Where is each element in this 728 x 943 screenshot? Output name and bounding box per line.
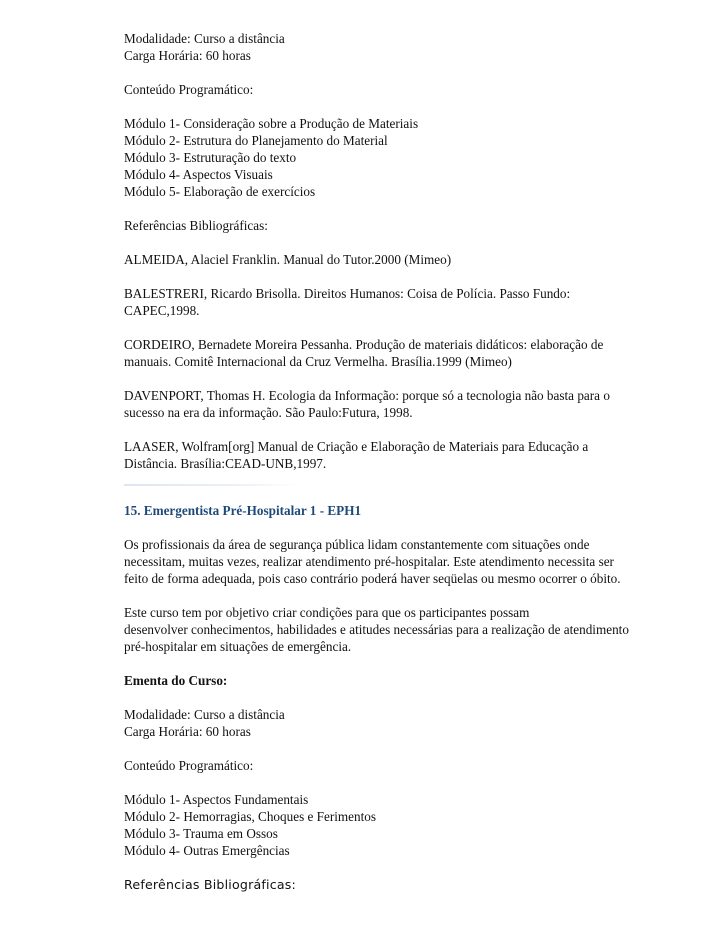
intro-paragraph [124,536,660,587]
module-item: Módulo 2- Hemorragias, Choques e Ferimentos [124,809,376,824]
paragraph-line: Este curso tem por objetivo criar condições para que os participantes possam [124,605,530,620]
module-item: Módulo 2- Estrutura do Planejamento do Material [124,133,388,148]
module-item: Módulo 1- Aspectos Fundamentais [124,792,309,807]
reference-entry [124,251,660,268]
reference-line: sucesso na era da informação. São Paulo:Futura, 1998. [124,405,413,420]
section-divider [124,484,299,486]
reference-line: CORDEIRO, Bernadete Moreira Pessanha. Produção de materiais didáticos: elaboração de [124,337,604,352]
conteudo-heading: Conteúdo Programático: [124,758,254,773]
reference-line: BALESTRERI, Ricardo Brisolla. Direitos Humanos: Coisa de Polícia. Passo Fundo: [124,286,571,301]
references-heading: Referências Bibliográficas: [124,877,296,892]
conteudo-heading: Conteúdo Programático: [124,82,254,97]
reference-line: DAVENPORT, Thomas H. Ecologia da Informação: porque só a tecnologia não basta para o [124,388,610,403]
module-list [124,791,660,859]
reference-line: ALMEIDA, Alaciel Franklin. Manual do Tutor.2000 (Mimeo) [124,252,452,267]
reference-entry [124,387,660,421]
ementa-heading: Ementa do Curso: [124,673,228,688]
references-heading: Referências Bibliográficas: [124,218,268,233]
section-title: 15. Emergentista Pré-Hospitalar 1 - EPH1 [124,503,362,518]
paragraph-line: feito de forma adequada, pois caso contrário poderá haver seqüelas ou mesmo ocorrer o óbito. [124,571,621,586]
paragraph-line: desenvolver conhecimentos, habilidades e atitudes necessárias para a realização de atendimento [124,622,629,637]
reference-line: Distância. Brasília:CEAD-UNB,1997. [124,456,327,471]
module-item: Módulo 3- Estruturação do texto [124,150,297,165]
reference-line: manuais. Comitê Internacional da Cruz Vermelha. Brasília.1999 (Mimeo) [124,354,512,369]
document-page [124,30,660,893]
objective-paragraph [124,604,660,655]
carga-horaria-text: Carga Horária: 60 horas [124,724,251,739]
reference-line: LAASER, Wolfram[org] Manual de Criação e Elaboração de Materiais para Educação a [124,439,589,454]
module-item: Módulo 4- Aspectos Visuais [124,167,273,182]
module-item: Módulo 4- Outras Emergências [124,843,290,858]
paragraph-line: pré-hospitalar em situações de emergência. [124,639,352,654]
reference-entry [124,438,660,472]
modalidade-text: Modalidade: Curso a distância [124,707,285,722]
module-item: Módulo 5- Elaboração de exercícios [124,184,316,199]
paragraph-line: necessitam, muitas vezes, realizar atendimento pré-hospitalar. Este atendimento necessita ser [124,554,614,569]
reference-entry [124,285,660,319]
paragraph-line: Os profissionais da área de segurança pública lidam constantemente com situações onde [124,537,590,552]
module-item: Módulo 3- Trauma em Ossos [124,826,278,841]
reference-entry [124,336,660,370]
module-item: Módulo 1- Consideração sobre a Produção de Materiais [124,116,419,131]
modalidade-text: Modalidade: Curso a distância [124,31,285,46]
module-list [124,115,660,200]
carga-horaria-text: Carga Horária: 60 horas [124,48,251,63]
reference-line: CAPEC,1998. [124,303,200,318]
